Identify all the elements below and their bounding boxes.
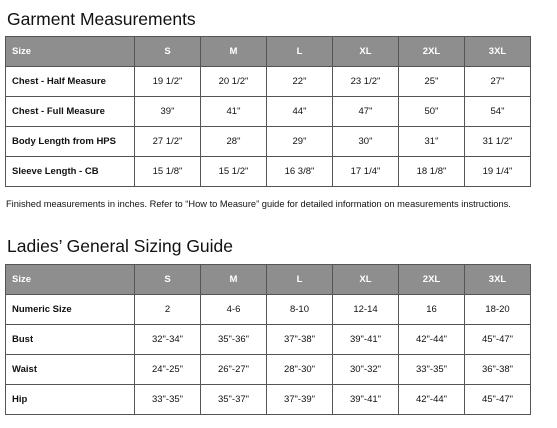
table-cell: 35"-36" [201, 325, 267, 355]
table-cell: 22" [267, 67, 333, 97]
table-cell: 26"-27" [201, 355, 267, 385]
table-cell: 45"-47" [465, 325, 531, 355]
table-cell: 47" [333, 97, 399, 127]
table-cell: 45"-47" [465, 385, 531, 415]
table-cell: 25" [399, 67, 465, 97]
measurements-note: Finished measurements in inches. Refer to “How to Measure” guide for detailed information on measurements instructions. [6, 199, 511, 209]
table-cell: 27 1/2" [135, 127, 201, 157]
header-cell-m: M [201, 37, 267, 67]
table-cell: 19 1/2" [135, 67, 201, 97]
header-cell-s: S [135, 37, 201, 67]
row-label: Numeric Size [6, 295, 135, 325]
table-row [6, 97, 531, 127]
table-cell: 37"-38" [267, 325, 333, 355]
header-cell-l: L [267, 265, 333, 295]
header-cell-size: Size [6, 37, 135, 67]
table-cell: 18 1/8" [399, 157, 465, 187]
table-cell: 27" [465, 67, 531, 97]
table-cell: 18-20 [465, 295, 531, 325]
header-cell-xl: XL [333, 37, 399, 67]
table-cell: 20 1/2" [201, 67, 267, 97]
ladies-sizing-table [5, 264, 531, 415]
table-cell: 23 1/2" [333, 67, 399, 97]
table-row [6, 295, 531, 325]
table-row [6, 355, 531, 385]
table-row [6, 157, 531, 187]
table-cell: 16 [399, 295, 465, 325]
table-row [6, 67, 531, 97]
table-cell: 42"-44" [399, 385, 465, 415]
table-cell: 33"-35" [135, 385, 201, 415]
header-cell-2xl: 2XL [399, 37, 465, 67]
table-row [6, 127, 531, 157]
header-cell-m: M [201, 265, 267, 295]
table-cell: 37"-39" [267, 385, 333, 415]
table-cell: 32"-34" [135, 325, 201, 355]
table-cell: 30" [333, 127, 399, 157]
table-cell: 16 3/8" [267, 157, 333, 187]
table-cell: 33"-35" [399, 355, 465, 385]
header-cell-s: S [135, 265, 201, 295]
header-cell-2xl: 2XL [399, 265, 465, 295]
garment-measurements-table [5, 36, 531, 187]
table-header-row [6, 265, 531, 295]
table-cell: 28" [201, 127, 267, 157]
table-cell: 39"-41" [333, 325, 399, 355]
table-cell: 28"-30" [267, 355, 333, 385]
table-header-row [6, 37, 531, 67]
table-cell: 36"-38" [465, 355, 531, 385]
table-cell: 15 1/8" [135, 157, 201, 187]
table-cell: 17 1/4" [333, 157, 399, 187]
table-row [6, 325, 531, 355]
table-row [6, 385, 531, 415]
table-cell: 12-14 [333, 295, 399, 325]
row-label: Body Length from HPS [6, 127, 135, 157]
header-cell-xl: XL [333, 265, 399, 295]
ladies-sizing-guide-title: Ladies’ General Sizing Guide [7, 236, 234, 256]
row-label: Sleeve Length - CB [6, 157, 135, 187]
row-label: Chest - Half Measure [6, 67, 135, 97]
table-cell: 2 [135, 295, 201, 325]
table-cell: 44" [267, 97, 333, 127]
table-cell: 24"-25" [135, 355, 201, 385]
table-cell: 54" [465, 97, 531, 127]
table-cell: 15 1/2" [201, 157, 267, 187]
table-cell: 39"-41" [333, 385, 399, 415]
table-cell: 31" [399, 127, 465, 157]
table-cell: 4-6 [201, 295, 267, 325]
row-label: Hip [6, 385, 135, 415]
garment-measurements-title: Garment Measurements [7, 9, 196, 29]
row-label: Waist [6, 355, 135, 385]
table-cell: 30"-32" [333, 355, 399, 385]
table-cell: 41" [201, 97, 267, 127]
header-cell-3xl: 3XL [465, 37, 531, 67]
table-cell: 50" [399, 97, 465, 127]
row-label: Chest - Full Measure [6, 97, 135, 127]
header-cell-3xl: 3XL [465, 265, 531, 295]
row-label: Bust [6, 325, 135, 355]
table-cell: 31 1/2" [465, 127, 531, 157]
table-cell: 29" [267, 127, 333, 157]
table-cell: 42"-44" [399, 325, 465, 355]
header-cell-l: L [267, 37, 333, 67]
table-cell: 19 1/4" [465, 157, 531, 187]
header-cell-size: Size [6, 265, 135, 295]
table-cell: 8-10 [267, 295, 333, 325]
table-cell: 39" [135, 97, 201, 127]
table-cell: 35"-37" [201, 385, 267, 415]
